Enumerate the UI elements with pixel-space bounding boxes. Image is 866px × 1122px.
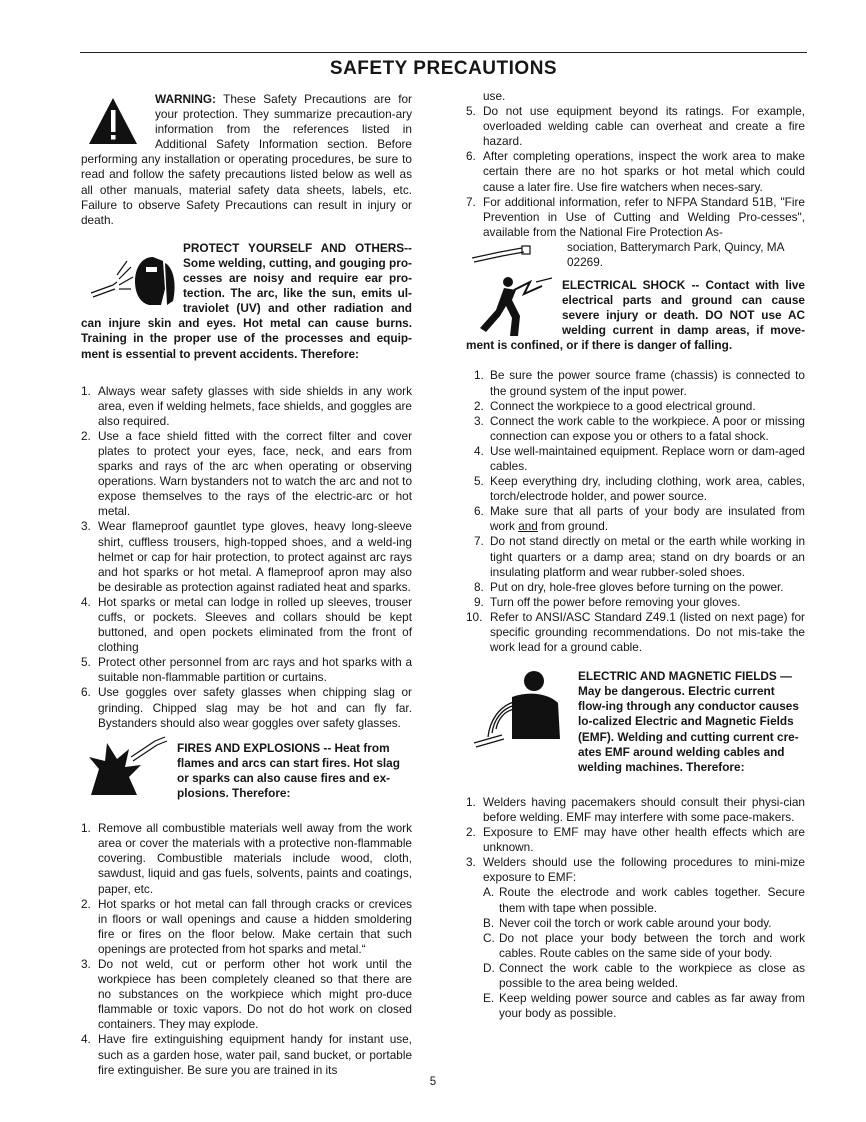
electrical-list — [466, 368, 805, 655]
welder-helmet-icon — [83, 249, 179, 309]
list-item: 1. Remove all combustible materials well away from the work area or cover the materials with a protective non-flammable covering. Combustible materials include wood, cloth, sawdust, liquid and gas fuels, solvents, paints and coatings, paper, etc. — [81, 821, 412, 896]
emf-list — [466, 795, 805, 886]
fires-list — [81, 821, 412, 1078]
fires-item7-tail: sociation, Batterymarch Park, Quincy, MA 02269. — [567, 239, 784, 270]
list-item: 2. Connect the workpiece to a good electrical ground. — [474, 398, 756, 413]
list-item: 2. Exposure to EMF may have other health effects which are unknown. — [466, 825, 805, 855]
top-rule — [80, 52, 807, 53]
list-item: 9. Turn off the power before removing your gloves. — [474, 594, 741, 609]
list-item: 3. Do not weld, cut or perform other hot work until the workpiece has been completely cleaned so that there are no substances on the workpiece which might pro-duce flammable or toxic vapors. Do not do hot work on closed containers. They may explode. — [81, 956, 412, 1032]
protect-text: Some welding, cutting, and gouging pro-cesses are noisy and require ear pro-tection. The arc, like the sun, emits ul-traviolet (UV) and other radiation and can injure skin and eyes. Hot metal can cause burns. Training in the proper use of the processes and equip-ment is essential to prevent accidents. Therefore: — [81, 255, 412, 361]
fires-list-continued — [466, 104, 805, 240]
list-item: 7. For additional information, refer to NFPA Standard 51B, "Fire Prevention in Use of Cutting and Welding Pro-cesses", available from the National Fire Protection As- — [466, 194, 805, 239]
list-item: 6. Make sure that all parts of your body are insulated from work and from ground. — [474, 504, 805, 534]
protect-heading: PROTECT YOURSELF AND OTHERS-- — [183, 240, 412, 255]
page-number: 5 — [429, 1076, 437, 1088]
right-column — [466, 89, 805, 1021]
list-item: 3. Wear flameproof gauntlet type gloves, heavy long-sleeve shirt, cuffless trousers, high-topped shoes, and a weld-ing helmet or cap for hair protection, to protect against arc rays and hot sparks or hot metal. A flameproof apron may also be desirable as protection against radiated heat and sparks. — [81, 519, 412, 594]
welding-torch-icon — [470, 244, 540, 274]
list-item: 4. Use well-maintained equipment. Replace worn or dam-aged cables. — [474, 443, 805, 473]
electrical-shock-icon — [466, 276, 558, 338]
list-item: 7. Do not stand directly on metal or the earth while working in tight quarters or a damp area; stand on dry boards or an insulating platform and wear rubber-soled shoes. — [474, 534, 805, 579]
warning-text: These Safety Precautions are for your protection. They summarize precaution-ary information from the references listed in Additional Safety Information section. Before performing any installation or operating procedures, be sure to read and follow the safety precautions listed below as well as all other manuals, material safety data sheets, labels, etc. Failure to observe Safety Precautions can result in injury or death. — [81, 92, 412, 227]
warning-label: WARNING: — [155, 92, 216, 106]
list-item: E. Keep welding power source and cables as far away from your body as possible. — [483, 991, 805, 1021]
list-item: 3. Welders should use the following procedures to mini-mize exposure to EMF: — [466, 855, 805, 885]
list-item: 1. Be sure the power source frame (chassis) is connected to the ground system of the input power. — [474, 368, 805, 398]
list-item: 6. After completing operations, inspect the work area to make certain there are no hot sparks or hot metal which could cause a later fire. Use fire watchers when neces-sary. — [466, 149, 805, 194]
list-item: 4. Have fire extinguishing equipment handy for instant use, such as a garden hose, water pail, sand bucket, or portable fire extinguisher. Be sure you are trained in its — [81, 1032, 412, 1077]
list-item: 3. Connect the work cable to the workpiece. A poor or missing connection can expose you or others to a fatal shock. — [474, 413, 805, 443]
list-item: A. Route the electrode and work cables together. Secure them with tape when possible. — [483, 885, 805, 915]
list-item: 6. Use goggles over safety glasses when chipping slag or grinding. Chipped slag may be hot and can fly far. Bystanders should also wear goggles over safety glasses. — [81, 685, 412, 730]
list-item: D. Connect the work cable to the workpiece as close as possible to the area being welded. — [483, 960, 805, 990]
list-item: 5. Keep everything dry, including clothing, work area, cables, torch/electrode holder, and power source. — [474, 474, 805, 504]
list-item: 10. Refer to ANSI/ASC Standard Z49.1 (listed on next page) for specific grounding recommendations. Do not mis-take the work lead for a ground cable. — [466, 609, 805, 655]
left-column — [81, 92, 412, 1078]
protect-list — [81, 384, 412, 731]
warning-triangle-icon — [85, 96, 151, 150]
list-item: B. Never coil the torch or work cable around your body. — [483, 915, 772, 930]
electrical-heading: ELECTRICAL SHOCK -- Contact with live electrical parts and ground can cause severe injury or death. DO NOT use AC welding current in damp areas, if move-ment is confined, or if there is danger of falling. — [466, 277, 805, 353]
list-item: 8. Put on dry, hole-free gloves before turning on the power. — [474, 579, 784, 594]
list-item: 2. Hot sparks or hot metal can fall through cracks or crevices in floors or wall openings and cause a hidden smoldering fire or fires on the floor below. Make certain that such openings are protected from hot sparks and metal.“ — [81, 896, 412, 956]
emf-heading: ELECTRIC AND MAGNETIC FIELDS — May be dangerous. Electric current flow-ing through any conductor causes lo-calized Electric and Magnetic Fields (EMF). Welding and cutting current cre-ates EMF around welding cables and welding machines. Therefore: — [578, 669, 799, 774]
list-item: 5. Do not use equipment beyond its ratings. For example, overloaded welding cable can overheat and create a fire hazard. — [466, 104, 805, 149]
list-item: 1. Welders having pacemakers should consult their physi-cian before welding. EMF may interfere with some pace-makers. — [466, 794, 805, 824]
page-title: SAFETY PRECAUTIONS — [329, 58, 558, 79]
fires-continued: use. — [483, 89, 506, 103]
fires-heading: FIRES AND EXPLOSIONS -- Heat from flames and arcs can start fires. Hot slag or sparks can also cause fires and ex-plosions. Therefore: — [177, 740, 400, 801]
fire-explosion-icon — [85, 735, 171, 799]
list-item: 5. Protect other personnel from arc rays and hot sparks with a suitable non-flammable partition or curtains. — [81, 655, 412, 685]
electromagnetic-field-icon — [472, 669, 572, 765]
list-item: 1. Always wear safety glasses with side shields in any work area, even if welding helmets, face shields, and goggles are also required. — [81, 383, 412, 428]
list-item: 2. Use a face shield fitted with the correct filter and cover plates to protect your eyes, face, neck, and ears from sparks and rays of the arc when operating or observing operations. Warn bystanders not to watch the arc and not to expose themselves to the rays of the electric-arc or hot metal. — [81, 428, 412, 519]
list-item: C. Do not place your body between the torch and work cables. Route cables on the same side of your body. — [483, 930, 805, 960]
emf-sublist — [483, 885, 805, 1021]
list-item: 4. Hot sparks or metal can lodge in rolled up sleeves, trouser cuffs, or pockets. Sleeves and collars should be kept buttoned, and open pockets eliminated from the front of clothing — [81, 594, 412, 655]
